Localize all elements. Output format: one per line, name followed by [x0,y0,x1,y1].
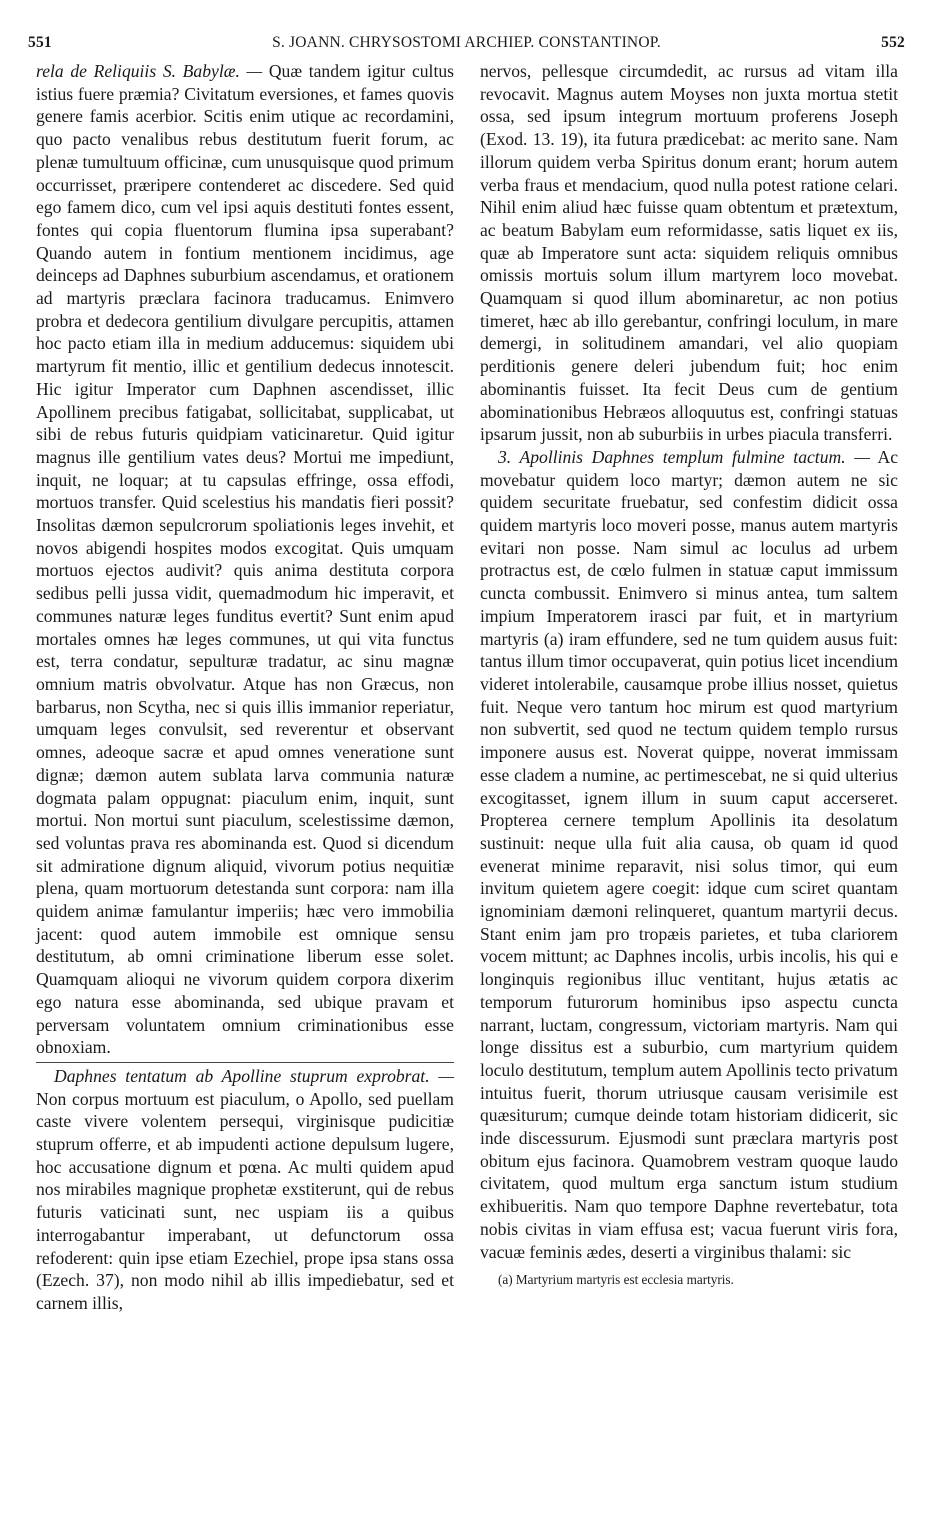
paragraph-text: Ac movebatur quidem loco martyr; dæmon autem ne sic quidem securitate fruebatur, sed confestim didicit ossa quidem martyris loco moveri posse, manus autem martyris evitari non posse. Nam simul ac loculus ad urbem protractus est, de cœlo fulmen in statuæ caput immissum cuncta combussit. Enimvero si minus antea, tum saltem impium Imperatorem irasci par fuit, et in martyrium martyris (a) iram effundere, sed ne tum quidem ausus fuit: tantus illum timor occupaverat, quin potius licet incendium videret intolerabile, causamque probe illius nosset, quietus fuit. Neque vero tantum hoc mirum est quod martyrium non subvertit, sed quod ne tectum quidem templo rursus imponere ausus est. Noverat quippe, noverat immissam esse cladem a numine, ac pertimescebat, ne si quid ulterius excogitasset, ignem illum in suum caput accerseret. Propterea cernere templum Apollinis ita desolatum sustinuit: neque ulla fuit alia causa, ob quam id quod evenerat minime reparavit, nisi solus timor, qui eum invitum quietem agere coegit: idque cum sciret quantam ignominiam dæmoni relinqueret, quantum martyrii decus. Stant enim jam pro tropæis parietes, et tuba clariorem vocem mittunt; ac Daphnes incolis, urbis incolis, his qui e longinquis regionibus illuc ventitant, hujus ætatis ac temporum futurorum hominibus ipso aspectu cuncta narrant, luctam, congressum, victoriam martyris. Nam qui longe dissitus est a suburbio, cum martyrium quidem loculo destitutum, templum autem Apollinis tecto privatum intuitus fuerit, thorum utriusque causam verisimile est quæsiturum; cumque deinde totam historiam didicerit, sic inde discessurum. Ejusmodi sunt præclara martyris post obitum ejus facinora. Quamobrem vestram quoque laudo civitatem, quod multum erga sanctum istum studium exhibueritis. Nam quo tempore Daphne revertebatur, tota nobis civitas in viam effusa est; vacua fuerunt viris fora, vacuæ feminis ædes, deserti a virginibus thalami: sic [480,446,898,1262]
paragraph-text: nervos, pellesque circumdedit, ac rursus ad vitam illa revocavit. Magnus autem Moyses non juxta mortua stetit ossa, sed ipsum integrum mortuum proferens Joseph (Exod. 13. 19), ita futura prædicebat: ac merito sane. Nam illorum quidem verba Spiritus donum erant; horum autem verba fraus et mendacium, quod nulla potest ratione celari. Nihil enim aliud hæc fuisse quam obtentum et prætextum, ac beatum Babylam eum reformidasse, satis liquet ex iis, quæ ab Imperatore sunt acta: siquidem reliquis omnibus omissis mortuis solum illum martyrem loco movebat. Quamquam si quod illum abominaretur, ac non potius timeret, hæc ab illo gerebantur, confringi loculum, in mare demergi, in solitudinem amandari, vel alio quopiam perditionis genere deleri jubendum fuit; hoc enim abominantis fuisset. Ita fecit Deus cum de gentium abominationibus Hebræos alloquutus est, confringi statuas ipsarum jussit, non ab suburbiis in urbes piacula transferri. [480,61,898,445]
section-heading: 3. Apollinis Daphnes templum fulmine tactum. — [498,446,870,467]
running-title: S. JOANN. CHRYSOSTOMI ARCHIEP. CONSTANTINOP. [272,34,661,51]
right-column [480,60,898,1289]
left-column [36,60,454,1315]
section-heading: Daphnes tentatum ab Apolline stuprum exprobrat. — [54,1065,454,1086]
paragraph [480,60,898,446]
paragraph-text: Quæ tandem igitur cultus istius fuere præmia? Civitatum eversiones, et fames quovis genere famis acerbior. Scitis enim utique ac recordamini, quo pacto venalibus rebus destitutum fuerit forum, ac plenæ tumultuum officinæ, cum unusquisque quod primum occurrisset, præripere contenderet ac discedere. Sed quid ego famem dico, cum vel ipsi aquis destituti fontes essent, fontes qui copia fluentorum flumina ipsa superabant? Quando autem in fontium mentionem incidimus, age deinceps ad Daphnes suburbium ascendamus, et orationem ad martyris præclara facinora traducamus. Enimvero probra et dedecora gentilium divulgare percupitis, attamen hoc pacto etiam illa in medium adducemus: siquidem ubi martyrum fit mentio, illic et gentilium dedecus innotescit. Hic igitur Imperator cum Daphnen ascendisset, illic Apollinem precibus fatigabat, sollicitabat, supplicabat, ut sibi de rebus futuris quidpiam vaticinaretur. Quid igitur magnus ille gentilium vates deus? Mortui me impediunt, inquit, ne loquar; at tu capsulas effringe, ossa effodi, mortuos transfer. Quid scelestius his mandatis fieri possit? Insolitas dæmon sepulcrorum spoliationis leges invehit, et novos abigendi hospites modos excogitat. Quis umquam mortuos ejectos audivit? quis anima destituta corpora sedibus pelli jussa vidit, quemadmodum hic imperavit, et communes naturæ leges funditus evertit? Sunt enim apud mortales omnes hæ leges communes, ut qui vita functus est, terra condatur, sepulturæ tradatur, ac sinu magnæ omnium matris obvolvatur. Atque has non Græcus, non barbarus, non Scytha, nec si quis illis immanior reperiatur, umquam leges convulsit, sed reverentur et observant omnes, adeoque sacræ et apud omnes venerationе sunt dignæ; dæmon autem sublata larva communia naturæ dogmata palam oppugnat: piaculum enim, inquit, sunt mortui. Non mortui sunt piaculum, scelestissime dæmon, sed voluntas prava res abominanda est. Quod si dicendum sit admiratione dignum aliquid, vivorum potius nequitiæ plena, quam mortuorum detestanda sunt corpora: nam illa quidem animæ famulantur imperiis; hæc vero immobilia jacent: quod autem immobile est omnique sensu destitutum, ab omni criminatione liberum esse solet. Quamquam alioqui ne vivorum quidem corpora dixerim ego natura esse abominanda, sed ubique pravam et perversam voluntatem omnium criminationibus esse obnoxiam. [36,61,454,1058]
page-number-left: 551 [28,34,52,51]
page-number-right: 552 [881,34,905,51]
page-header [28,34,905,56]
section-divider [36,1062,454,1063]
section-heading: rela de Reliquiis S. Babylæ. — [36,61,263,81]
paragraph [36,60,454,1059]
paragraph [480,446,898,1263]
paragraph-text: Non corpus mortuum est piaculum, o Apollo, sed puellam caste vivere volentem persequi, virginisque pudicitiæ stuprum offerre, et ab impudenti actione depulsum lugere, hoc accusatione dignum et pœna. Ac multi quidem apud nos mirabiles magnique prophetæ exstiterunt, qui de rebus futuris vaticinati sunt, nec uspiam iis a quibus interrogabantur imperabant, ut defunctorum ossa refoderent: quin ipse etiam Ezechiel, prope ipsa stans ossa (Ezech. 37), non modo nihil ab illis impediebatur, sed et carnem illis, [36,1088,454,1313]
footnote: (a) Martyrium martyris est ecclesia martyris. [498,1272,734,1288]
paragraph [36,1065,454,1315]
